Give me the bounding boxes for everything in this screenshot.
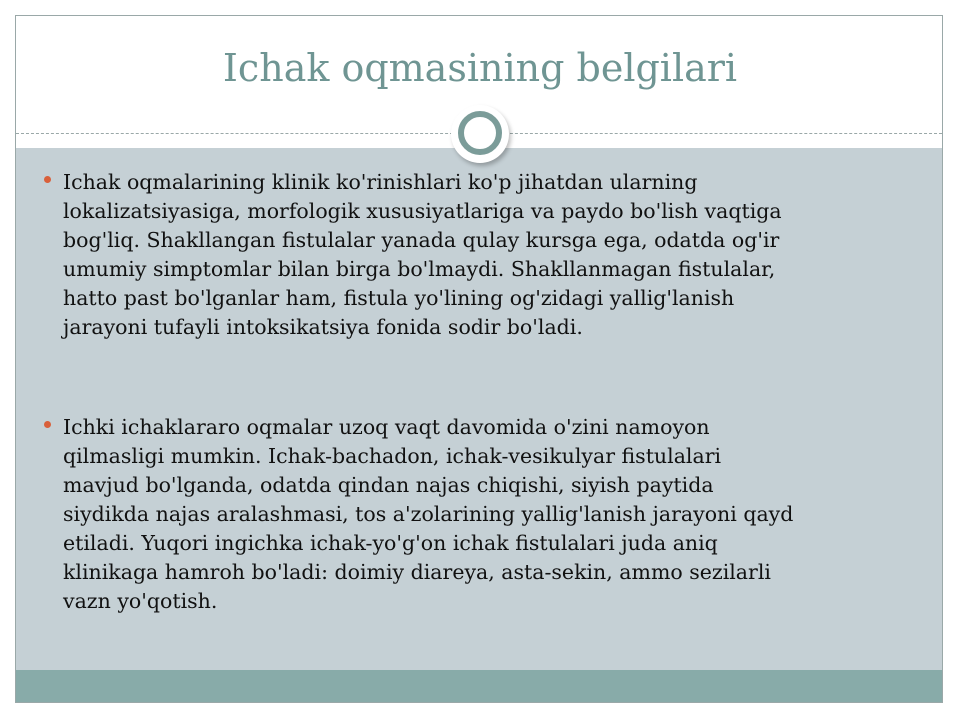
text-line: siydikda najas aralashmasi, tos a'zolarining yallig'lanish jarayoni qayd xyxy=(63,502,794,526)
text-line: umumiy simptomlar bilan birga bo'lmaydi. Shakllanmagan fistulalar, xyxy=(63,257,776,281)
text-line: qilmasligi mumkin. Ichak-bachadon, ichak-vesikulyar fistulalari xyxy=(63,444,722,468)
text-line: Ichak oqmalarining klinik ko'rinishlari ko'p jihatdan ularning xyxy=(63,170,698,194)
paragraph-1 xyxy=(63,168,782,342)
text-line: lokalizatsiyasiga, morfologik xususiyatlariga va paydo bo'lish vaqtiga xyxy=(63,199,782,223)
footer-bar xyxy=(16,670,942,702)
text-line: bog'liq. Shakllangan fistulalar yanada qulay kursga ega, odatda og'ir xyxy=(63,228,780,252)
text-line: vazn yo'qotish. xyxy=(63,589,218,613)
paragraph-2 xyxy=(63,413,793,616)
text-line: hatto past bo'lganlar ham, fistula yo'lining og'zidagi yallig'lanish xyxy=(63,286,735,310)
text-line: mavjud bo'lganda, odatda qindan najas chiqishi, siyish paytida xyxy=(63,473,714,497)
text-line: Ichki ichaklararo oqmalar uzoq vaqt davomida o'zini namoyon xyxy=(63,415,710,439)
circle-ornament-icon xyxy=(451,105,509,163)
slide-title: Ichak oqmasining belgilari xyxy=(222,46,738,90)
text-line: klinikaga hamroh bo'ladi: doimiy diareya, asta-sekin, ammo sezilarli xyxy=(63,560,771,584)
bullet-icon xyxy=(44,421,51,428)
text-line: etiladi. Yuqori ingichka ichak-yo'g'on ichak fistulalari juda aniq xyxy=(63,531,718,555)
text-line: jarayoni tufayli intoksikatsiya fonida sodir bo'ladi. xyxy=(63,315,583,339)
bullet-icon xyxy=(44,176,51,183)
